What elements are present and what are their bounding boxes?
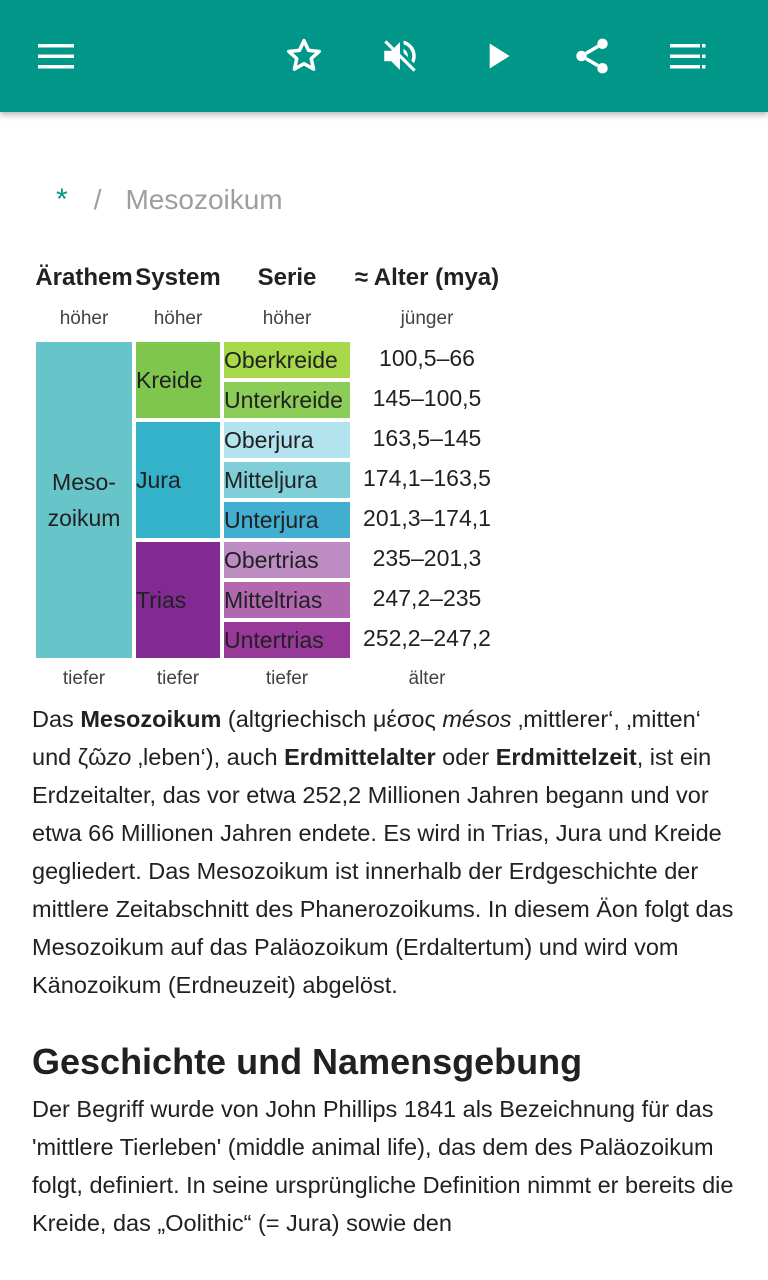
contents-button[interactable] bbox=[656, 24, 720, 88]
breadcrumb-current: Mesozoikum bbox=[125, 184, 283, 215]
intro-text-6: , ist ein Erdzeitalter, das vor etwa 252,2 Millionen Jahren begann und vor etwa 66 Millionen Jahren endete. Es wird in Trias, Jura und Kreide gegliedert. Das Mesozoikum ist innerhalb der Erdgeschichte der mittlere Zeitabschnitt des Phanerozoikums. In diesem Äon folgt das Mesozoikum auf das Paläozoikum (Erdaltertum) und wird vom Känozoikum (Erdneuzeit) abgelöst. bbox=[32, 744, 734, 998]
intro-italic-zo: zo bbox=[106, 744, 132, 770]
play-icon bbox=[478, 36, 518, 76]
breadcrumb bbox=[56, 176, 283, 224]
list-icon bbox=[668, 41, 708, 71]
intro-term-erdmittelalter: Erdmittelalter bbox=[284, 744, 436, 770]
article-content bbox=[32, 700, 744, 1242]
bottom-label-serie: tiefer bbox=[265, 668, 309, 689]
series-cell-oberkreide[interactable]: Oberkreide bbox=[224, 342, 350, 378]
intro-text-3: ‚mittlerer‘, ‚mitten‘ und ζῶ bbox=[32, 706, 701, 770]
series-cell-untertrias[interactable]: Untertrias bbox=[224, 622, 350, 658]
intro-text-5: oder bbox=[435, 744, 496, 770]
age-untertrias: 252,2–247,2 bbox=[363, 625, 491, 651]
series-cell-unterjura[interactable]: Unterjura bbox=[224, 502, 350, 538]
header-age: ≈ Alter (mya) bbox=[354, 264, 500, 291]
age-oberkreide: 100,5–66 bbox=[379, 345, 475, 371]
intro-text-1: Das bbox=[32, 706, 81, 732]
intro-text-2: (altgriechisch μέσος bbox=[221, 706, 443, 732]
header-erathem: Ärathem bbox=[35, 264, 133, 291]
bottom-label-age: älter bbox=[408, 668, 446, 689]
system-cell-jura[interactable]: Jura bbox=[136, 422, 220, 538]
top-label-erathem: höher bbox=[59, 308, 109, 329]
section-paragraph: Der Begriff wurde von John Phillips 1841 als Bezeichnung für das 'mittlere Tierleben' (middle animal life), das dem des Paläozoikum folgt, definiert. In seine ursprüngliche Definition nimmt er bereits die Kreide, das „Oolithic“ (= Jura) sowie den bbox=[32, 1096, 734, 1236]
menu-icon bbox=[36, 41, 76, 71]
app-toolbar bbox=[0, 0, 768, 112]
erathem-cell-mesozoikum: Meso- zoikum bbox=[36, 342, 132, 658]
mute-button[interactable] bbox=[368, 24, 432, 88]
share-icon bbox=[571, 35, 613, 77]
age-mitteljura: 174,1–163,5 bbox=[363, 465, 491, 491]
series-cell-unterkreide[interactable]: Unterkreide bbox=[224, 382, 350, 418]
age-unterkreide: 145–100,5 bbox=[372, 385, 482, 411]
intro-italic-mesos: mésos bbox=[442, 706, 512, 732]
header-serie: Serie bbox=[257, 264, 317, 291]
system-cell-trias[interactable]: Trias bbox=[136, 542, 220, 658]
top-label-system: höher bbox=[153, 308, 203, 329]
share-button[interactable] bbox=[560, 24, 624, 88]
play-button[interactable] bbox=[466, 24, 530, 88]
star-outline-icon bbox=[283, 35, 325, 77]
series-cell-obertrias[interactable]: Obertrias bbox=[224, 542, 350, 578]
volume-off-icon bbox=[379, 35, 421, 77]
age-unterjura: 201,3–174,1 bbox=[363, 505, 491, 531]
series-cell-mitteltrias[interactable]: Mitteltrias bbox=[224, 582, 350, 618]
header-system: System bbox=[135, 264, 221, 291]
bottom-label-system: tiefer bbox=[156, 668, 200, 689]
series-cell-oberjura[interactable]: Oberjura bbox=[224, 422, 350, 458]
age-mitteltrias: 247,2–235 bbox=[372, 585, 482, 611]
series-cell-mitteljura[interactable]: Mitteljura bbox=[224, 462, 350, 498]
breadcrumb-home-link[interactable]: * bbox=[56, 183, 68, 216]
bottom-label-erathem: tiefer bbox=[62, 668, 106, 689]
top-label-age: jünger bbox=[400, 308, 454, 329]
system-cell-kreide[interactable]: Kreide bbox=[136, 342, 220, 418]
top-label-serie: höher bbox=[262, 308, 312, 329]
age-obertrias: 235–201,3 bbox=[372, 545, 482, 571]
intro-text-4: ‚leben‘), auch bbox=[131, 744, 285, 770]
intro-term-erdmittelzeit: Erdmittelzeit bbox=[495, 744, 637, 770]
menu-button[interactable] bbox=[24, 24, 88, 88]
age-oberjura: 163,5–145 bbox=[372, 425, 482, 451]
breadcrumb-separator: / bbox=[93, 184, 102, 215]
bookmark-button[interactable] bbox=[272, 24, 336, 88]
intro-paragraph bbox=[32, 700, 744, 1004]
intro-term-mesozoikum: Mesozoikum bbox=[80, 706, 222, 732]
section-heading: Geschichte und Namensgebung bbox=[32, 1041, 583, 1082]
